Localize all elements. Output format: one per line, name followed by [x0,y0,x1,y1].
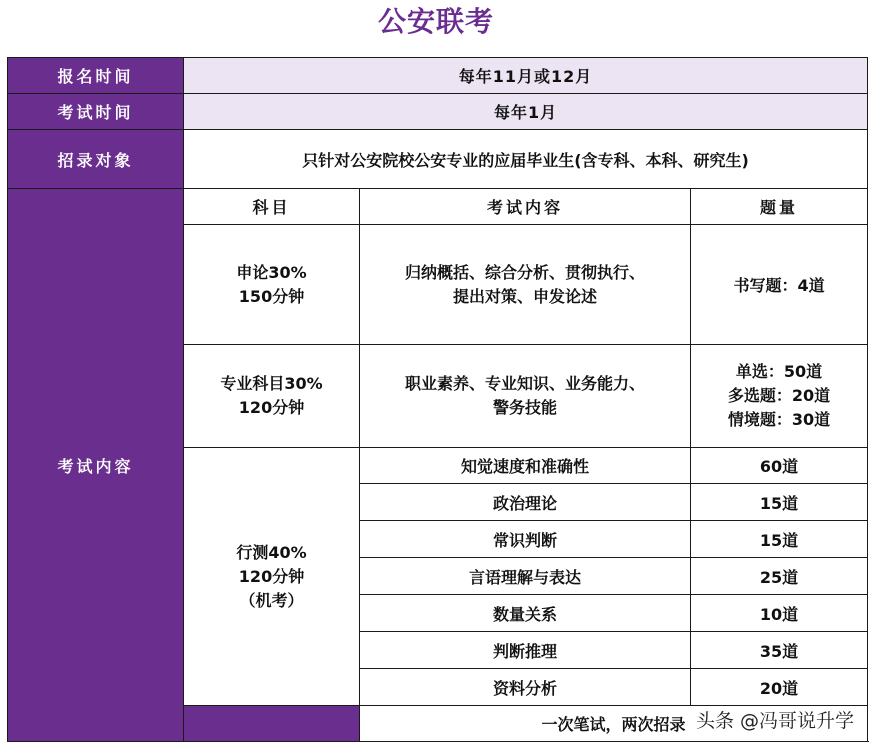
zhuanye-content-line1: 职业素养、专业知识、业务能力、 [404,374,645,393]
row-register [8,58,868,94]
xingce-item-count: 35道 [691,632,868,669]
shenlun-content-line2: 提出对策、申发论述 [452,286,597,306]
register-label: 报名时间 [8,58,184,94]
col-content: 考试内容 [360,189,691,225]
xingce-subject [184,448,360,706]
column-header-row [8,189,868,225]
exam-time-value: 每年1月 [184,94,868,130]
xingce-item-content: 常识判断 [360,521,691,558]
shenlun-content-line1: 归纳概括、综合分析、贯彻执行、 [404,262,645,282]
target-value: 只针对公安院校公安专业的应届毕业生(含专科、本科、研究生) [184,130,868,189]
register-value: 每年11月或12月 [184,58,868,94]
exam-time-label: 考试时间 [8,94,184,130]
target-label: 招录对象 [8,130,184,189]
xingce-item-content: 资料分析 [360,669,691,706]
xingce-item-content: 判断推理 [360,632,691,669]
zhuanye-name: 专业科目30% [220,374,323,393]
page-title: 公安联考 [377,5,494,38]
row-target [8,130,868,189]
xingce-item-content: 数量关系 [360,595,691,632]
xingce-item-content: 知觉速度和准确性 [360,448,691,484]
zhuanye-time: 120分钟 [238,398,305,417]
zhuanye-count-situation: 情境题：30道 [727,410,831,429]
xingce-item-count: 60道 [691,448,868,484]
xingce-item-count: 20道 [691,669,868,706]
shenlun-subject [184,225,360,345]
xingce-item-count: 10道 [691,595,868,632]
shenlun-count: 书写题：4道 [691,225,868,345]
xingce-item-count: 15道 [691,521,868,558]
xingce-name: 行测40% [236,542,307,562]
col-count: 题量 [691,189,868,225]
xingce-time: 120分钟 [238,566,305,586]
zhuanye-content [360,345,691,448]
watermark: 头条 @冯哥说升学 [696,706,854,733]
col-subject: 科目 [184,189,360,225]
shenlun-content [360,225,691,345]
zhuanye-subject [184,345,360,448]
xingce-item-count: 15道 [691,484,868,521]
shenlun-time: 150分钟 [238,286,305,306]
xingce-item-content: 政治理论 [360,484,691,521]
exam-info-table [7,57,868,742]
xingce-item-count: 25道 [691,558,868,595]
xingce-mode: （机考） [239,590,304,610]
shenlun-name: 申论30% [236,262,307,282]
footer-value: 一次笔试，两次招录 [360,706,868,742]
zhuanye-count-single: 单选：50道 [735,362,823,381]
zhuanye-content-line2: 警务技能 [492,398,557,417]
footer-label [184,706,360,742]
zhuanye-count-multi: 多选题：20道 [727,386,831,405]
xingce-item-content: 言语理解与表达 [360,558,691,595]
zhuanye-count [691,345,868,448]
row-exam-time [8,94,868,130]
content-label: 考试内容 [8,189,184,742]
